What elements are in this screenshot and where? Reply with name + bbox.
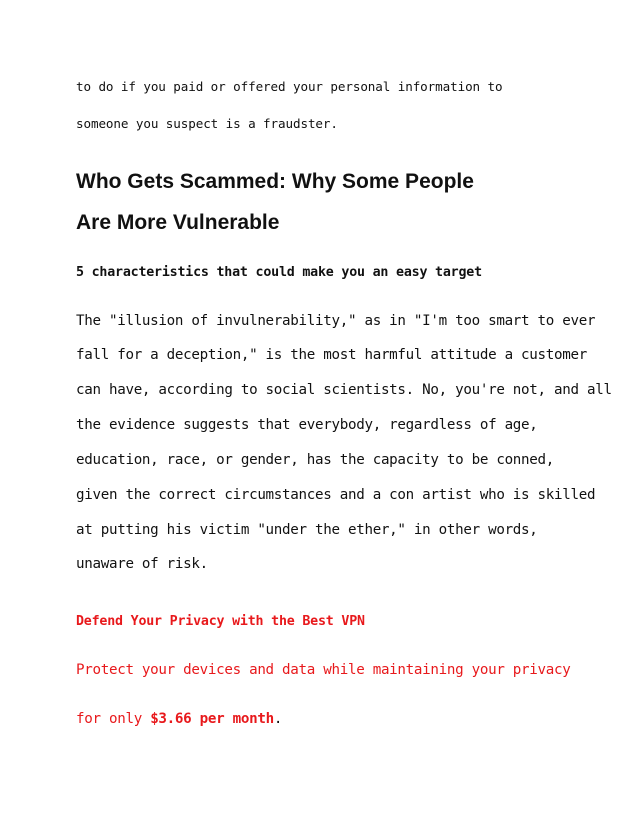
- body-line-8: unaware of risk.: [76, 556, 208, 572]
- body-line-3: can have, according to social scientists. No, you're not, and all: [76, 382, 612, 398]
- promo-line-1: Protect your devices and data while maintaining your privacy: [76, 662, 571, 678]
- subheading: 5 characteristics that could make you an easy target: [76, 265, 482, 280]
- promo-line-2-prefix: for only: [76, 711, 151, 727]
- promo-line-2-suffix: .: [273, 711, 283, 727]
- section-heading-line-1: Who Gets Scammed: Why Some People: [76, 170, 474, 193]
- body-line-4: the evidence suggests that everybody, regardless of age,: [76, 417, 538, 433]
- intro-line-2: someone you suspect is a fraudster.: [76, 116, 338, 131]
- promo-price: $3.66 per month: [150, 711, 274, 727]
- body-line-7: at putting his victim "under the ether," in other words,: [76, 522, 538, 538]
- section-heading-line-2: Are More Vulnerable: [76, 211, 280, 234]
- promo-line-2: [76, 711, 282, 727]
- promo-title[interactable]: Defend Your Privacy with the Best VPN: [76, 614, 365, 629]
- body-line-5: education, race, or gender, has the capacity to be conned,: [76, 452, 555, 468]
- intro-line-1: to do if you paid or offered your personal information to: [76, 79, 503, 94]
- body-line-6: given the correct circumstances and a con artist who is skilled: [76, 487, 596, 503]
- body-line-1: The "illusion of invulnerability," as in "I'm too smart to ever: [76, 313, 596, 329]
- body-line-2: fall for a deception," is the most harmful attitude a customer: [76, 347, 587, 363]
